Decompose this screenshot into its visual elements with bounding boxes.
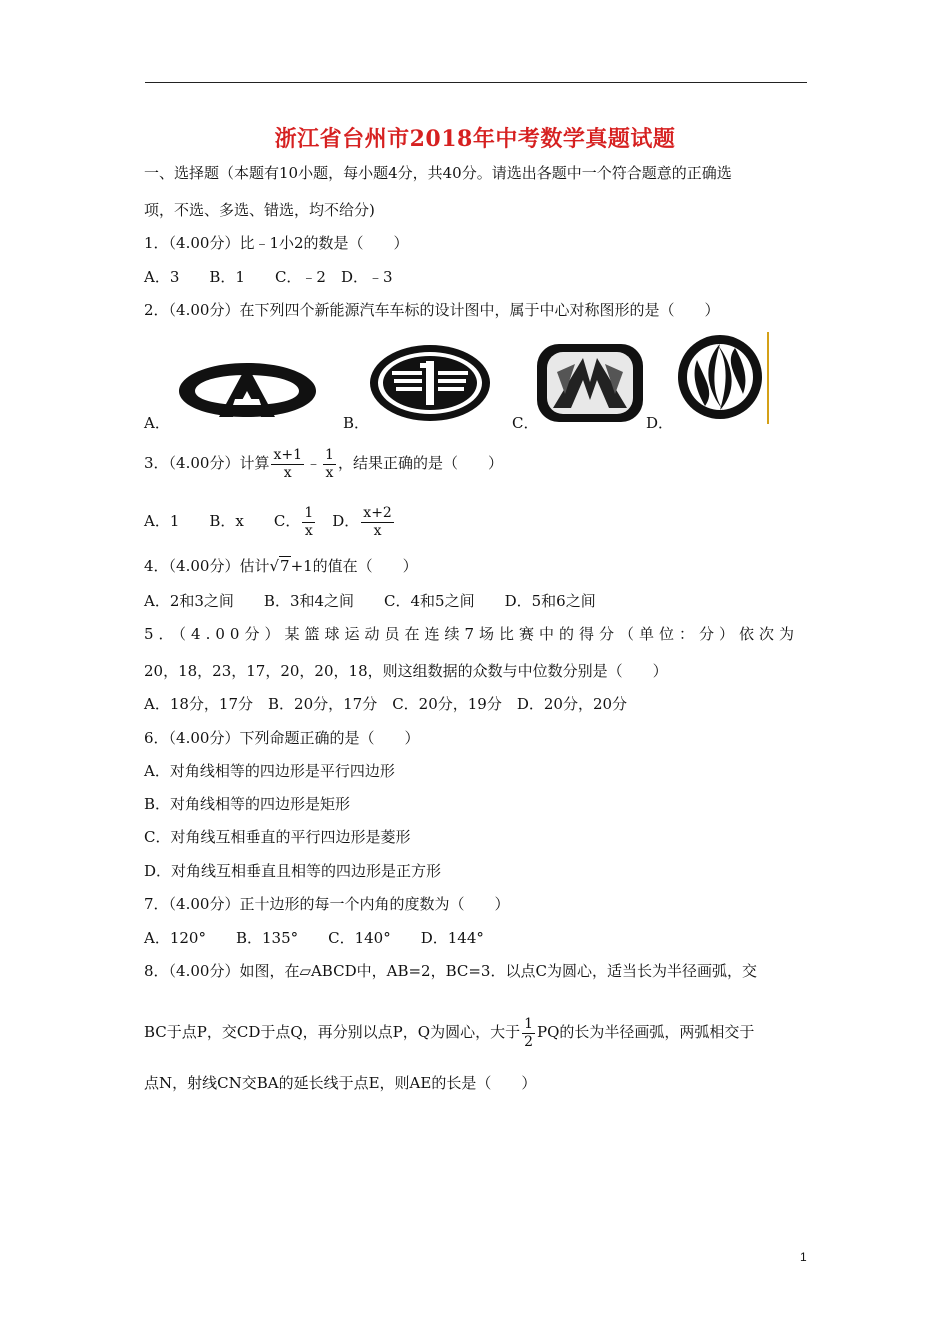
q8-line2-pre: BC于点P，交CD于点Q，再分别以点P，Q为圆心，大于 <box>144 1023 521 1041</box>
q2-stem: 2．（4.00分）在下列四个新能源汽车车标的设计图中，属于中心对称图形的是（ ） <box>144 301 720 319</box>
q4-options: A．2和3之间 B．3和4之间 C．4和5之间 D．5和6之间 <box>144 592 596 610</box>
q2-option-a-label: A． <box>144 414 170 432</box>
q8-line2-post: PQ的长为半径画弧，两弧相交于 <box>537 1023 755 1041</box>
q5-line1: 5．（4.00分）某篮球运动员在连续7场比赛中的得分（单位：分）依次为 <box>144 625 799 643</box>
q6-option-d: D．对角线互相垂直且相等的四边形是正方形 <box>144 862 442 880</box>
q3-options <box>144 504 396 540</box>
q4-sqrt: √7 <box>269 557 290 575</box>
q3-frac1-numerator: x+1 <box>273 446 302 463</box>
logo-c-baic-icon <box>535 342 645 424</box>
q2-option-c-label: C． <box>512 414 539 432</box>
section-intro-line2: 项，不选、多选、错选，均不给分) <box>144 201 375 219</box>
q7-options: A．120° B．135° C．140° D．144° <box>144 929 484 947</box>
q3-option-ab: A．1 B．x C． <box>144 512 301 530</box>
q3-frac1-denominator: x <box>283 464 292 481</box>
q3-suffix: ，结果正确的是（ ） <box>337 454 503 472</box>
q3-fraction-1 <box>271 447 304 482</box>
q8-line2 <box>144 1015 754 1051</box>
header-rule <box>145 82 807 83</box>
q3-frac2-denominator: x <box>325 464 334 481</box>
q4-prefix: 4．（4.00分）估计 <box>144 557 270 575</box>
q8-line1: 8．（4.00分）如图，在▱ABCD中，AB=2，BC=3．以点C为圆心，适当长为半径画弧，交 <box>144 962 757 980</box>
q3-option-c-fraction <box>302 505 315 540</box>
section-intro-line1: 一、选择题（本题有10小题，每小题4分，共40分。请选出各题中一个符合题意的正确选 <box>144 164 732 182</box>
q5-options: A．18分，17分 B．20分，17分 C．20分，19分 D．20分，20分 <box>144 695 628 713</box>
q2-option-b-label: B． <box>343 414 370 432</box>
logo-d-dongfeng-icon <box>675 330 775 425</box>
page-title: 浙江省台州市2018年中考数学真题试题 <box>274 126 676 152</box>
logo-b-faw-icon <box>368 343 493 423</box>
q3-frac2-numerator: 1 <box>325 446 334 463</box>
q3-prefix: 3．（4.00分）计算 <box>144 454 270 472</box>
q6-option-c: C．对角线互相垂直的平行四边形是菱形 <box>144 828 411 846</box>
q3-opt-d-numerator: x+2 <box>363 504 392 521</box>
q4-radicand: 7 <box>280 557 290 575</box>
q8-line3: 点N，射线CN交BA的延长线于点E，则AE的长是（ ） <box>144 1074 537 1092</box>
q4-stem <box>144 556 418 576</box>
q8-half-fraction <box>522 1016 535 1051</box>
q2-option-d-label: D． <box>646 414 674 432</box>
q6-option-b: B．对角线相等的四边形是矩形 <box>144 795 351 813</box>
q8-half-denominator: 2 <box>524 1033 533 1050</box>
q1-stem: 1．（4.00分）比﹣1小2的数是（ ） <box>144 234 409 252</box>
q3-option-d-fraction <box>361 505 394 540</box>
q3-opt-d-denominator: x <box>373 522 382 539</box>
q3-option-d-label: D． <box>317 512 360 530</box>
q4-suffix: +1的值在（ ） <box>290 557 418 575</box>
q3-minus: ﹣ <box>306 454 322 472</box>
q7-stem: 7．（4.00分）正十边形的每一个内角的度数为（ ） <box>144 895 510 913</box>
q3-fraction-2 <box>323 447 336 482</box>
q3-opt-c-denominator: x <box>304 522 313 539</box>
q3-stem <box>144 446 503 482</box>
q6-stem: 6．（4.00分）下列命题正确的是（ ） <box>144 729 420 747</box>
q8-half-numerator: 1 <box>524 1015 533 1032</box>
logo-a-chery-icon <box>175 355 320 425</box>
q1-options: A．3 B．1 C．﹣2 D．﹣3 <box>144 268 393 286</box>
page-number: 1 <box>800 1250 807 1264</box>
q5-line2: 20，18，23，17，20，20，18，则这组数据的众数与中位数分别是（ ） <box>144 662 668 680</box>
q3-opt-c-numerator: 1 <box>304 504 314 521</box>
q6-option-a: A．对角线相等的四边形是平行四边形 <box>144 762 395 780</box>
